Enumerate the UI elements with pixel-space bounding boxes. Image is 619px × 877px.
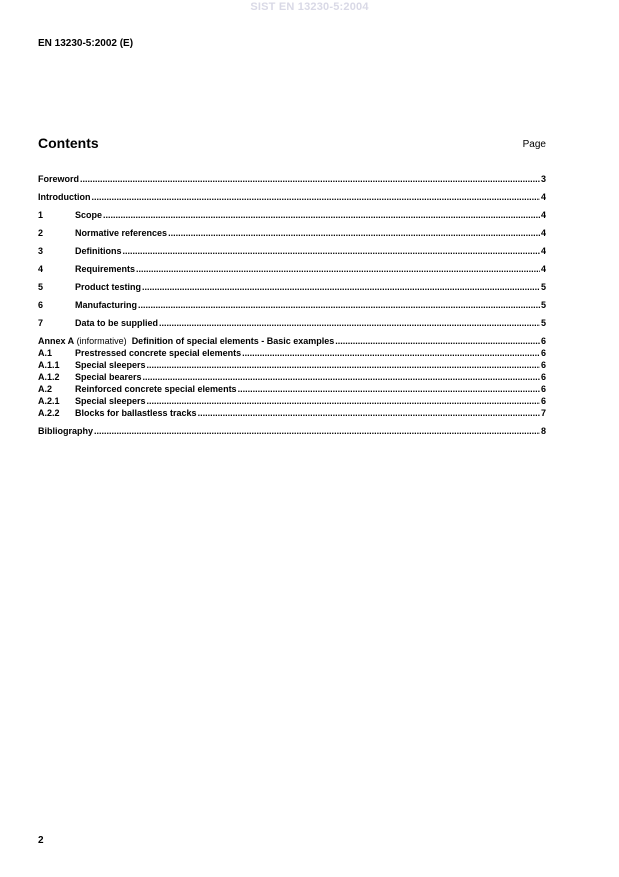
toc-entry-title: Special sleepers xyxy=(75,360,146,370)
toc-entry-page: 5 xyxy=(540,282,546,292)
dot-leader xyxy=(94,425,540,437)
toc-entry-title: Prestressed concrete special elements xyxy=(75,348,242,358)
toc-entry-number: 3 xyxy=(38,246,44,256)
toc-entry-a2-2[interactable] xyxy=(38,407,546,419)
toc-entry-page: 4 xyxy=(540,228,546,238)
dot-leader xyxy=(159,317,540,329)
toc-entry-title: Data to be supplied xyxy=(75,318,159,328)
annex-title: Definition of special elements - Basic examples xyxy=(131,336,335,346)
toc-entry-requirements[interactable] xyxy=(38,263,546,275)
toc-entry-manufacturing[interactable] xyxy=(38,299,546,311)
toc-entry-title: Blocks for ballastless tracks xyxy=(75,408,197,418)
toc-entry-title: Scope xyxy=(75,210,103,220)
toc-entry-number: A.2.1 xyxy=(38,396,60,406)
toc-entry-title: Special bearers xyxy=(75,372,142,382)
toc-entry-page: 4 xyxy=(540,264,546,274)
toc-entry-foreword[interactable] xyxy=(38,173,546,185)
toc-entry-page: 6 xyxy=(540,372,546,382)
toc-entry-a1[interactable] xyxy=(38,347,546,359)
toc-entry-page: 6 xyxy=(540,396,546,406)
toc-entry-scope[interactable] xyxy=(38,209,546,221)
dot-leader xyxy=(143,371,540,383)
annex-informative-label: (informative) xyxy=(74,336,132,346)
dot-leader xyxy=(147,359,540,371)
toc-entry-number: 4 xyxy=(38,264,44,274)
toc-entry-a2[interactable] xyxy=(38,383,546,395)
toc-entry-page: 6 xyxy=(540,348,546,358)
dot-leader xyxy=(136,263,540,275)
dot-leader xyxy=(168,227,540,239)
watermark: SIST EN 13230-5:2004 xyxy=(250,1,369,13)
dot-leader xyxy=(92,191,540,203)
toc-entry-introduction[interactable] xyxy=(38,191,546,203)
toc-entry-title: Reinforced concrete special elements xyxy=(75,384,237,394)
toc-entry-title: Normative references xyxy=(75,228,168,238)
toc-entry-page: 6 xyxy=(540,336,546,346)
toc-entry-title xyxy=(38,335,334,347)
toc-entry-number: 2 xyxy=(38,228,44,238)
toc-entry-page: 6 xyxy=(540,384,546,394)
toc-entry-a2-1[interactable] xyxy=(38,395,546,407)
dot-leader xyxy=(103,209,540,221)
toc-entry-definitions[interactable] xyxy=(38,245,546,257)
toc-entry-annex-a[interactable] xyxy=(38,335,546,347)
toc-entry-number: A.1.2 xyxy=(38,372,60,382)
toc-entry-title: Definitions xyxy=(75,246,122,256)
toc-entry-data-to-be-supplied[interactable] xyxy=(38,317,546,329)
toc-entry-page: 4 xyxy=(540,246,546,256)
dot-leader xyxy=(238,383,540,395)
toc-entry-page: 5 xyxy=(540,318,546,328)
toc-entry-page: 8 xyxy=(540,426,546,436)
toc-entry-title: Manufacturing xyxy=(75,300,137,310)
page-number: 2 xyxy=(38,835,44,846)
document-id: EN 13230-5:2002 (E) xyxy=(38,38,134,49)
toc-entry-a1-2[interactable] xyxy=(38,371,546,383)
dot-leader xyxy=(142,281,540,293)
dot-leader xyxy=(138,299,540,311)
dot-leader xyxy=(123,245,540,257)
toc-entry-page: 6 xyxy=(540,360,546,370)
toc-entry-title: Foreword xyxy=(38,174,80,184)
toc-entry-number: A.1.1 xyxy=(38,360,60,370)
toc-entry-page: 4 xyxy=(540,192,546,202)
toc-entry-page: 5 xyxy=(540,300,546,310)
toc-entry-page: 7 xyxy=(540,408,546,418)
page-column-heading: Page xyxy=(522,139,546,150)
toc-entry-page: 3 xyxy=(540,174,546,184)
toc-entry-normative-references[interactable] xyxy=(38,227,546,239)
toc-entry-a1-1[interactable] xyxy=(38,359,546,371)
toc-entry-title: Product testing xyxy=(75,282,142,292)
toc-entry-number: 6 xyxy=(38,300,44,310)
toc-entry-product-testing[interactable] xyxy=(38,281,546,293)
dot-leader xyxy=(335,335,540,347)
toc-entry-number: 5 xyxy=(38,282,44,292)
toc-entry-number: A.1 xyxy=(38,348,53,358)
toc-entry-bibliography[interactable] xyxy=(38,425,546,437)
toc-entry-number: 1 xyxy=(38,210,44,220)
toc-entry-number: A.2 xyxy=(38,384,53,394)
dot-leader xyxy=(80,173,540,185)
contents-title: Contents xyxy=(38,135,99,151)
toc-entry-title: Bibliography xyxy=(38,426,94,436)
table-of-contents xyxy=(38,173,546,437)
toc-entry-title: Special sleepers xyxy=(75,396,146,406)
toc-entry-number: 7 xyxy=(38,318,44,328)
toc-entry-page: 4 xyxy=(540,210,546,220)
dot-leader xyxy=(242,347,540,359)
dot-leader xyxy=(147,395,540,407)
toc-entry-title: Requirements xyxy=(75,264,136,274)
toc-entry-title: Introduction xyxy=(38,192,91,202)
annex-prefix: Annex A xyxy=(38,336,75,346)
toc-entry-number: A.2.2 xyxy=(38,408,60,418)
dot-leader xyxy=(198,407,540,419)
